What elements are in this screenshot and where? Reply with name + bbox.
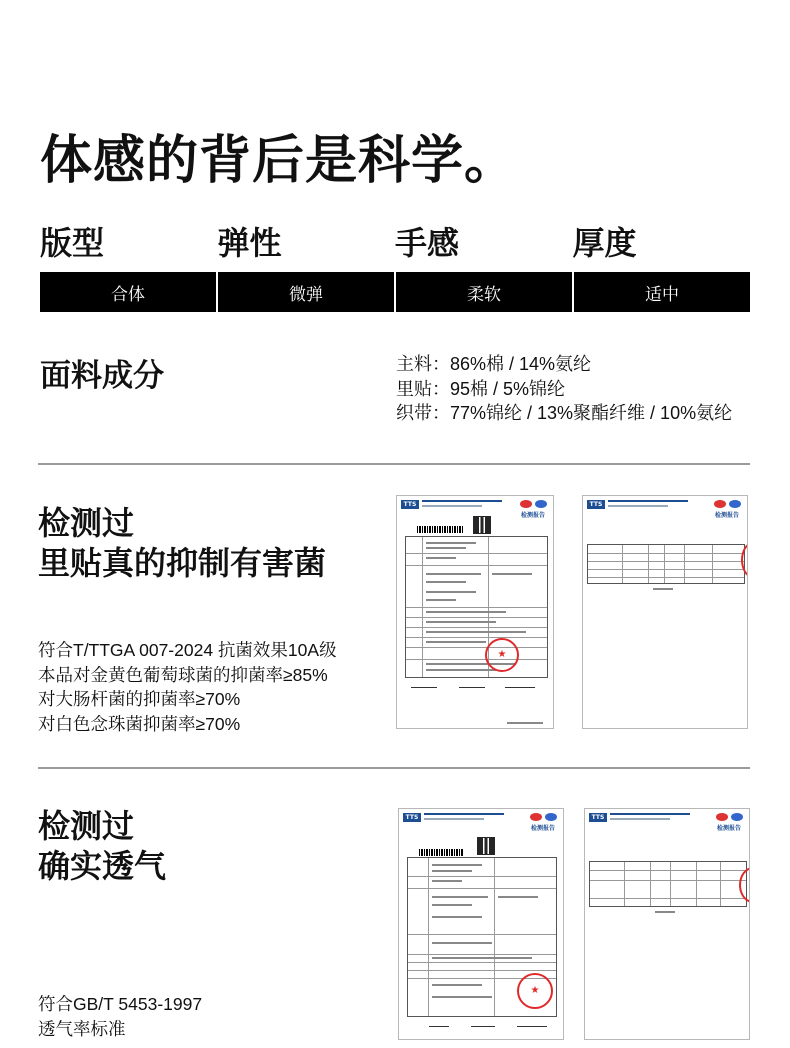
- signature-mark: [459, 682, 485, 688]
- breathable-title-line-2: 确实透气: [38, 848, 167, 884]
- breathable-desc-line-1: 符合GB/T 5453-1997: [38, 994, 203, 1014]
- report-cert-marks: [520, 500, 547, 508]
- attribute-value-thickness: 适中: [574, 272, 750, 312]
- breathable-description: [38, 992, 202, 1041]
- signature-mark: [411, 682, 437, 688]
- cnas-mark-icon: [535, 500, 547, 508]
- report-header-line: [608, 505, 668, 507]
- antibacterial-desc-line-4: 对白色念珠菌抑菌率≥70%: [38, 713, 241, 734]
- report-header-line: [422, 500, 502, 502]
- report-title: 检测报告: [714, 512, 739, 519]
- report-header-line: [610, 818, 670, 820]
- report-table: [405, 536, 548, 678]
- attribute-label-elasticity: 弹性: [217, 225, 282, 261]
- report-header-line: [424, 813, 504, 815]
- breathable-desc-line-2: 透气率标准: [38, 1018, 126, 1039]
- antibacterial-desc-line-3: 对大肠杆菌的抑菌率≥70%: [38, 689, 241, 709]
- section-divider: [38, 767, 750, 769]
- attribute-label-fit: 版型: [40, 225, 105, 261]
- report-cert-marks: [530, 813, 557, 821]
- cma-mark-icon: [530, 813, 542, 821]
- fabric-composition: [396, 352, 732, 426]
- report-logo: TTS: [587, 500, 605, 509]
- red-star-seal-icon: [517, 973, 553, 1009]
- cnas-mark-icon: [729, 500, 741, 508]
- fabric-line-lining: 里贴：95棉 / 5%锦纶: [396, 378, 566, 399]
- antibacterial-report-page-2: [582, 495, 748, 729]
- signature-mark: [471, 1021, 495, 1027]
- report-header-line: [608, 500, 688, 502]
- antibacterial-report-page-1: [396, 495, 554, 729]
- fabric-line-band: 织带：77%锦纶 / 13%聚酯纤维 / 10%氨纶: [396, 403, 733, 423]
- barcode-icon: [417, 526, 463, 533]
- qr-code-icon: [473, 516, 491, 534]
- report-header-line: [424, 818, 484, 820]
- page-headline: 体感的背后是科学。: [40, 132, 518, 190]
- attribute-value-fit: 合体: [40, 272, 216, 312]
- cma-mark-icon: [714, 500, 726, 508]
- attribute-value-elasticity: 微弹: [218, 272, 394, 312]
- signature-mark: [517, 1021, 547, 1027]
- attribute-labels: [40, 218, 750, 264]
- signature-mark: [429, 1021, 449, 1027]
- cnas-mark-icon: [731, 813, 743, 821]
- cma-mark-icon: [520, 500, 532, 508]
- report-title: 检测报告: [716, 825, 741, 832]
- report-result-table: [589, 861, 747, 907]
- attribute-label-feel: 手感: [395, 225, 460, 261]
- report-logo: TTS: [403, 813, 421, 822]
- signature-mark: [505, 682, 535, 688]
- report-cert-marks: [716, 813, 743, 821]
- antibacterial-title: [38, 503, 326, 583]
- red-star-seal-icon: [485, 638, 519, 672]
- report-title: 检测报告: [520, 512, 545, 519]
- antibacterial-title-line-1: 检测过: [38, 505, 135, 541]
- report-cert-marks: [714, 500, 741, 508]
- report-logo: TTS: [401, 500, 419, 509]
- fabric-line-main: 主料：86%棉 / 14%氨纶: [396, 354, 592, 374]
- section-divider: [38, 463, 750, 465]
- attribute-label-thickness: 厚度: [572, 225, 637, 261]
- report-header-line: [422, 505, 482, 507]
- antibacterial-description: [38, 638, 337, 736]
- report-header-line: [610, 813, 690, 815]
- breathable-title-line-1: 检测过: [38, 808, 135, 844]
- barcode-icon: [419, 849, 463, 856]
- attribute-value-feel: 柔软: [396, 272, 572, 312]
- report-title: 检测报告: [530, 825, 555, 832]
- antibacterial-desc-line-1: 符合T/TTGA 007-2024 抗菌效果10A级: [38, 640, 337, 660]
- breathable-report-page-2: [584, 808, 750, 1040]
- breathable-title: [38, 806, 166, 886]
- cma-mark-icon: [716, 813, 728, 821]
- breathable-report-page-1: [398, 808, 564, 1040]
- fabric-title: 面料成分: [40, 358, 164, 393]
- cnas-mark-icon: [545, 813, 557, 821]
- attribute-values: [40, 272, 750, 312]
- report-result-table: [587, 544, 745, 584]
- antibacterial-desc-line-2: 本品对金黄色葡萄球菌的抑菌率≥85%: [38, 664, 328, 685]
- qr-code-icon: [477, 837, 495, 855]
- antibacterial-title-line-2: 里贴真的抑制有害菌: [38, 545, 327, 581]
- report-logo: TTS: [589, 813, 607, 822]
